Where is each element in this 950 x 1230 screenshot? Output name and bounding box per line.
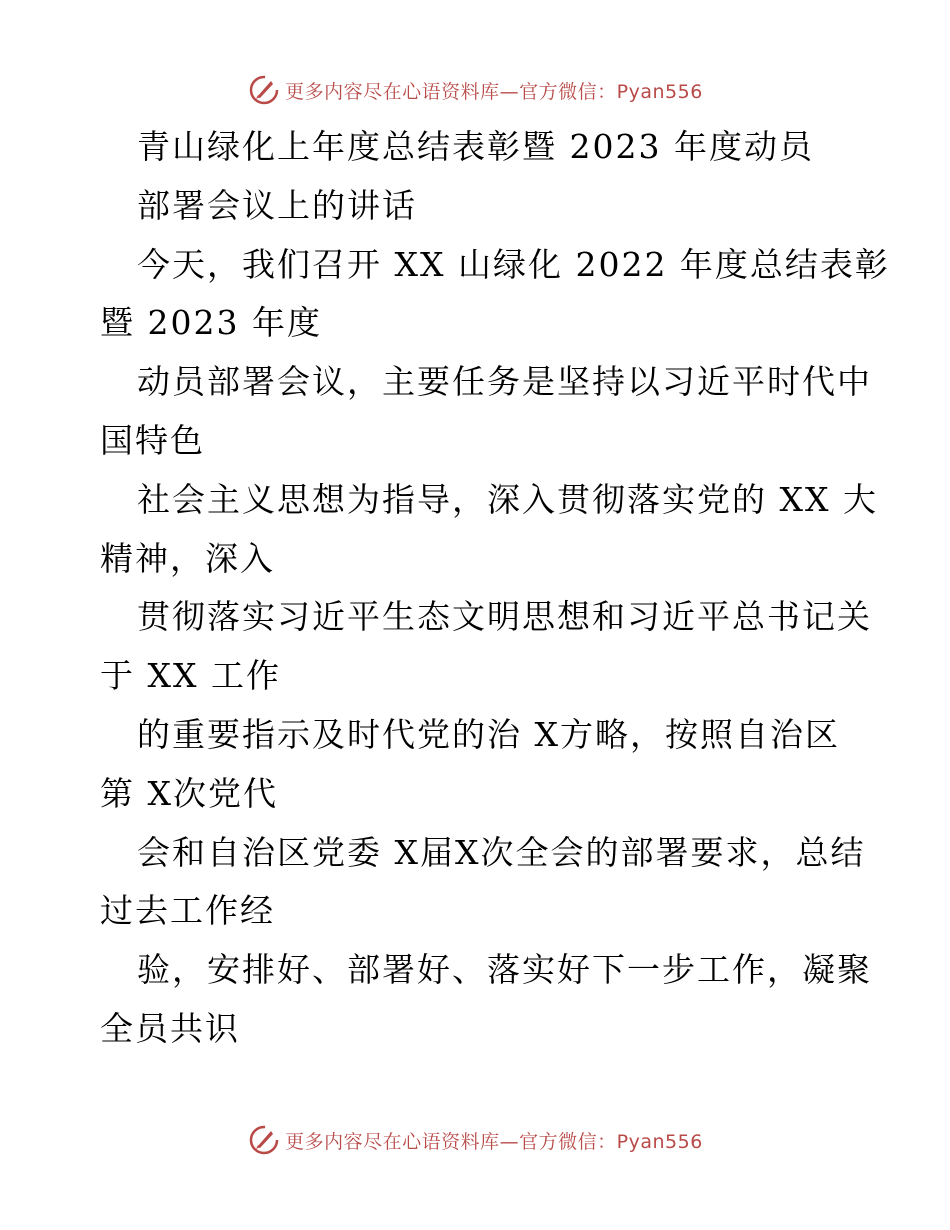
document-title-line-2: 部署会议上的讲话 xyxy=(137,185,417,225)
document-title-line-1: 青山绿化上年度总结表彰暨 2023 年度动员 xyxy=(137,127,814,166)
footer-banner xyxy=(0,1120,950,1160)
paragraph-line: 精神，深入 xyxy=(100,538,275,578)
paragraph-line: 国特色 xyxy=(100,420,205,460)
footer-banner-text: 更多内容尽在心语资料库—官方微信：Pyan556 xyxy=(285,1130,703,1153)
header-banner-text: 更多内容尽在心语资料库—官方微信：Pyan556 xyxy=(285,80,703,103)
paragraph-line: 贯彻落实习近平生态文明思想和习近平总书记关 xyxy=(137,597,872,637)
paragraph-line: 验，安排好、部署好、落实好下一步工作，凝聚 xyxy=(137,950,872,990)
paragraph-line: 第 X次党代 xyxy=(100,773,278,813)
paragraph-line: 全员共识 xyxy=(100,1008,240,1048)
paragraph-line: 会和自治区党委 X届X次全会的部署要求，总结 xyxy=(137,832,866,872)
paragraph-line: 社会主义思想为指导，深入贯彻落实党的 XX 大 xyxy=(137,479,878,519)
paragraph-line: 暨 2023 年度 xyxy=(100,303,322,343)
paragraph-line: 于 XX 工作 xyxy=(100,656,281,696)
paragraph-line: 的重要指示及时代党的治 X方略，按照自治区 xyxy=(137,714,840,754)
paragraph-line: 今天，我们召开 XX 山绿化 2022 年度总结表彰 xyxy=(137,244,890,284)
document-body xyxy=(100,118,890,1059)
quill-pen-logo-icon xyxy=(247,1123,281,1157)
header-banner xyxy=(0,70,950,110)
paragraph-line: 过去工作经 xyxy=(100,891,275,931)
paragraph-line: 动员部署会议，主要任务是坚持以习近平时代中 xyxy=(137,362,872,402)
quill-pen-logo-icon xyxy=(247,73,281,107)
